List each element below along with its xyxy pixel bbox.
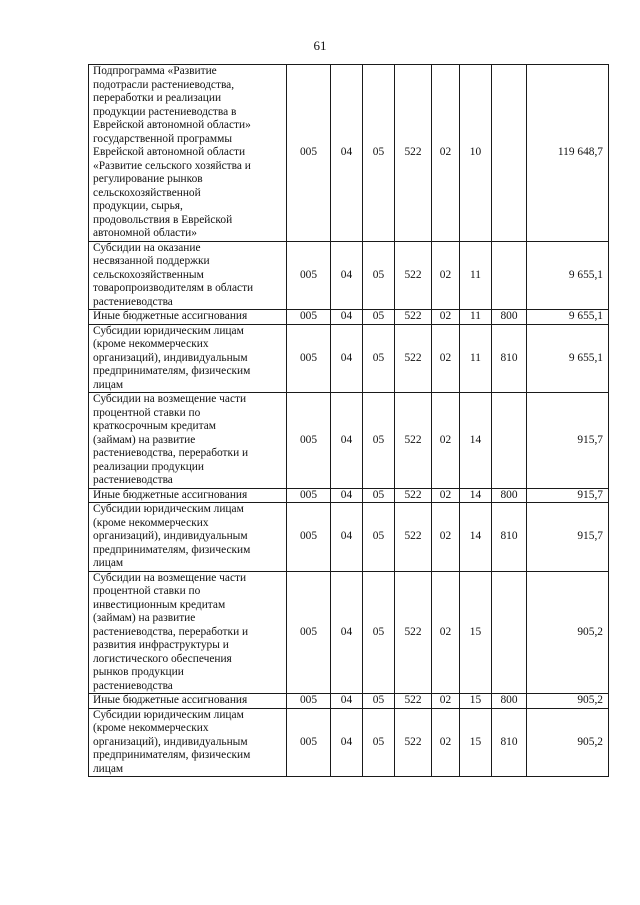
target-article-code-2: 02 [432, 694, 460, 709]
expense-type-code: 810 [492, 708, 527, 777]
ministry-code: 005 [287, 708, 331, 777]
target-article-code-1: 522 [395, 571, 432, 694]
ministry-code: 005 [287, 310, 331, 325]
ministry-code: 005 [287, 571, 331, 694]
section-code: 04 [331, 393, 363, 489]
target-article-code-2: 02 [432, 571, 460, 694]
item-name: Иные бюджетные ассигнования [89, 488, 287, 503]
target-article-code-1: 522 [395, 310, 432, 325]
subsection-code: 05 [363, 310, 395, 325]
target-article-code-3: 11 [460, 310, 492, 325]
amount: 9 655,1 [527, 241, 609, 310]
target-article-code-3: 14 [460, 393, 492, 489]
target-article-code-2: 02 [432, 708, 460, 777]
table-row [89, 488, 609, 503]
subsection-code: 05 [363, 65, 395, 242]
expense-type-code [492, 241, 527, 310]
amount: 905,2 [527, 571, 609, 694]
subsection-code: 05 [363, 694, 395, 709]
amount: 905,2 [527, 708, 609, 777]
target-article-code-3: 11 [460, 241, 492, 310]
target-article-code-3: 10 [460, 65, 492, 242]
item-name: Субсидии на возмещение части процентной ставки по краткосрочным кредитам (займам) на развитие растениеводства, переработки и реализации продукции растениеводства [89, 393, 287, 489]
item-name: Субсидии на возмещение части процентной ставки по инвестиционным кредитам (займам) на развитие растениеводства, переработки и развития инфраструктуры и логистического обеспечения рынков продукции растениеводства [89, 571, 287, 694]
target-article-code-2: 02 [432, 324, 460, 393]
amount: 915,7 [527, 488, 609, 503]
target-article-code-3: 11 [460, 324, 492, 393]
table-row [89, 708, 609, 777]
expense-type-code: 800 [492, 694, 527, 709]
target-article-code-1: 522 [395, 65, 432, 242]
target-article-code-2: 02 [432, 241, 460, 310]
subsection-code: 05 [363, 324, 395, 393]
ministry-code: 005 [287, 65, 331, 242]
section-code: 04 [331, 708, 363, 777]
target-article-code-2: 02 [432, 393, 460, 489]
subsection-code: 05 [363, 571, 395, 694]
expense-type-code: 800 [492, 488, 527, 503]
target-article-code-3: 15 [460, 694, 492, 709]
ministry-code: 005 [287, 694, 331, 709]
expense-type-code: 800 [492, 310, 527, 325]
target-article-code-1: 522 [395, 488, 432, 503]
item-name: Субсидии юридическим лицам (кроме некоммерческих организаций), индивидуальным предпринимателям, физическим лицам [89, 708, 287, 777]
table-row [89, 65, 609, 242]
section-code: 04 [331, 324, 363, 393]
page-number: 61 [313, 38, 327, 53]
expense-type-code [492, 571, 527, 694]
table-row [89, 694, 609, 709]
section-code: 04 [331, 503, 363, 572]
subsection-code: 05 [363, 241, 395, 310]
subsection-code: 05 [363, 503, 395, 572]
section-code: 04 [331, 310, 363, 325]
amount: 119 648,7 [527, 65, 609, 242]
budget-table [88, 64, 609, 777]
table-row [89, 241, 609, 310]
item-name: Субсидии юридическим лицам (кроме некоммерческих организаций), индивидуальным предпринимателям, физическим лицам [89, 503, 287, 572]
table-row [89, 310, 609, 325]
ministry-code: 005 [287, 324, 331, 393]
expense-type-code: 810 [492, 324, 527, 393]
table-row [89, 393, 609, 489]
target-article-code-2: 02 [432, 310, 460, 325]
target-article-code-1: 522 [395, 708, 432, 777]
table-row [89, 571, 609, 694]
ministry-code: 005 [287, 503, 331, 572]
subsection-code: 05 [363, 708, 395, 777]
amount: 915,7 [527, 393, 609, 489]
section-code: 04 [331, 571, 363, 694]
item-name: Иные бюджетные ассигнования [89, 310, 287, 325]
item-name: Субсидии на оказание несвязанной поддержки сельскохозяйственным товаропроизводителям в области растениеводства [89, 241, 287, 310]
item-name: Подпрограмма «Развитие подотрасли растениеводства, переработки и реализации продукции растениеводства в Еврейской автономной области» государственной программы Еврейской автономной области «Развитие сельского хозяйства и регулирование рынков сельскохозяйственной продукции, сырья, продовольствия в Еврейской автономной области» [89, 65, 287, 242]
table-row [89, 503, 609, 572]
target-article-code-1: 522 [395, 324, 432, 393]
target-article-code-2: 02 [432, 65, 460, 242]
section-code: 04 [331, 488, 363, 503]
section-code: 04 [331, 241, 363, 310]
subsection-code: 05 [363, 393, 395, 489]
section-code: 04 [331, 65, 363, 242]
target-article-code-3: 14 [460, 488, 492, 503]
item-name: Субсидии юридическим лицам (кроме некоммерческих организаций), индивидуальным предпринимателям, физическим лицам [89, 324, 287, 393]
target-article-code-3: 14 [460, 503, 492, 572]
amount: 9 655,1 [527, 324, 609, 393]
target-article-code-1: 522 [395, 241, 432, 310]
amount: 9 655,1 [527, 310, 609, 325]
expense-type-code: 810 [492, 503, 527, 572]
target-article-code-1: 522 [395, 694, 432, 709]
target-article-code-3: 15 [460, 708, 492, 777]
expense-type-code [492, 65, 527, 242]
target-article-code-1: 522 [395, 393, 432, 489]
amount: 915,7 [527, 503, 609, 572]
target-article-code-3: 15 [460, 571, 492, 694]
ministry-code: 005 [287, 241, 331, 310]
amount: 905,2 [527, 694, 609, 709]
target-article-code-1: 522 [395, 503, 432, 572]
section-code: 04 [331, 694, 363, 709]
target-article-code-2: 02 [432, 503, 460, 572]
table-row [89, 324, 609, 393]
item-name: Иные бюджетные ассигнования [89, 694, 287, 709]
ministry-code: 005 [287, 488, 331, 503]
subsection-code: 05 [363, 488, 395, 503]
ministry-code: 005 [287, 393, 331, 489]
expense-type-code [492, 393, 527, 489]
target-article-code-2: 02 [432, 488, 460, 503]
